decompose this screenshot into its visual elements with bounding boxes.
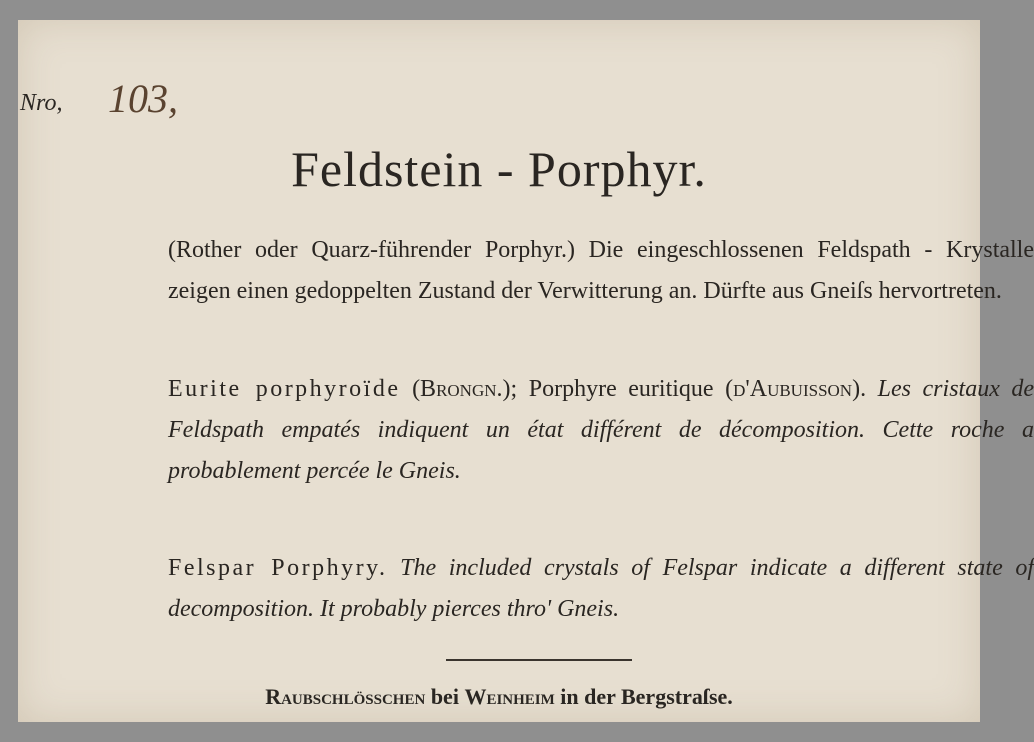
divider bbox=[446, 659, 632, 661]
locality bbox=[18, 684, 980, 710]
locality-bei: bei bbox=[430, 684, 459, 709]
french-middle: ; Porphyre euritique bbox=[510, 376, 714, 402]
french-description bbox=[106, 369, 1034, 492]
english-description bbox=[106, 548, 1034, 630]
number-prefix: Nro, bbox=[20, 90, 63, 116]
specimen-label bbox=[18, 20, 1034, 722]
german-description bbox=[106, 230, 1034, 312]
french-name: Eurite porphyroïde bbox=[168, 376, 401, 402]
locality-rest: in der Bergstraſse. bbox=[560, 684, 733, 709]
english-name: Felspar Porphyry. bbox=[168, 555, 388, 581]
locality-place: Raubschlösschen bbox=[265, 684, 426, 709]
french-ref-aubuisson: (d'Aubuisson). bbox=[725, 376, 867, 402]
specimen-number: 103, bbox=[108, 76, 178, 121]
specimen-title: Feldstein - Porphyr. bbox=[291, 141, 707, 197]
german-text: (Rother oder Quarz-führender Porphyr.) Die eingeschlossenen Feldspath - Krystalle zeigen einen gedoppelten Zustand der Verwitterung an. Dürfte aus Gneiſs hervortreten. bbox=[168, 237, 1034, 304]
locality-town: Weinheim bbox=[464, 684, 555, 709]
english-text: The included crystals of Felspar indicate a different state of decomposition. It probably pierces thro' Gneis. bbox=[168, 555, 1034, 622]
french-text: Les cristaux de Feldspath empatés indiquent un état différent de décomposition. Cette roche a probablement percée le Gneis. bbox=[168, 376, 1034, 484]
french-ref-brongniart: (Brongn.) bbox=[412, 376, 511, 402]
